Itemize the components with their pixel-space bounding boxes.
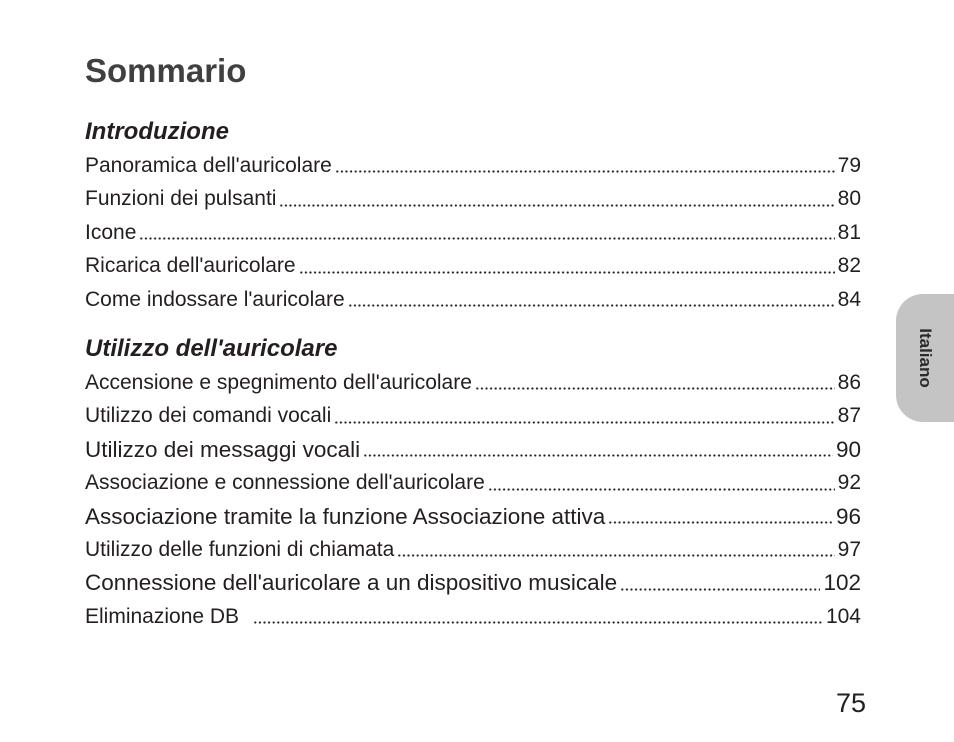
toc-entry-label: Utilizzo delle funzioni di chiamata bbox=[85, 537, 395, 561]
toc-entry-page: 97 bbox=[837, 537, 861, 561]
toc-entry-label: Funzioni dei pulsanti bbox=[85, 187, 277, 211]
language-tab-label: Italiano bbox=[916, 328, 935, 388]
toc-section-utilizzo bbox=[85, 332, 861, 633]
toc-entry-page: 104 bbox=[825, 604, 861, 628]
toc-entry bbox=[85, 399, 861, 432]
toc-entry bbox=[85, 249, 861, 282]
toc-entry-label: Come indossare l'auricolare bbox=[85, 287, 345, 311]
toc-entry-label: Ricarica dell'auricolare bbox=[85, 254, 296, 278]
toc-entry-page: 80 bbox=[837, 187, 861, 211]
toc-entry-page: 90 bbox=[835, 436, 861, 462]
page-title: Sommario bbox=[85, 52, 247, 89]
leader-dots bbox=[348, 304, 835, 307]
toc-entry-page: 87 bbox=[837, 404, 861, 428]
toc-entry-page: 81 bbox=[837, 220, 861, 244]
toc-entry-page: 86 bbox=[837, 371, 861, 394]
toc-entry bbox=[85, 533, 861, 566]
leader-dots bbox=[253, 621, 823, 624]
toc-entry-page: 102 bbox=[823, 570, 861, 596]
toc-entry-page: 92 bbox=[837, 471, 861, 495]
toc-entry-label: Eliminazione DB bbox=[85, 604, 240, 628]
leader-dots bbox=[279, 204, 834, 207]
toc-entry-page: 82 bbox=[837, 254, 861, 278]
toc-entry bbox=[85, 149, 861, 182]
leader-dots bbox=[488, 488, 835, 491]
toc-entry bbox=[85, 182, 861, 215]
language-tab bbox=[896, 294, 954, 422]
toc-entry bbox=[85, 566, 861, 599]
toc-entry-page: 79 bbox=[837, 154, 861, 177]
page-number: 75 bbox=[836, 688, 867, 718]
toc-entry-label: Icone bbox=[85, 220, 137, 244]
leader-dots bbox=[620, 588, 820, 591]
toc-entry-label: Associazione tramite la funzione Associazione attiva bbox=[85, 503, 606, 529]
toc-entry-label: Utilizzo dei messaggi vocali bbox=[85, 436, 361, 462]
leader-dots bbox=[299, 271, 835, 274]
section-heading: Introduzione bbox=[85, 118, 229, 145]
leader-dots bbox=[334, 421, 834, 424]
toc-entry bbox=[85, 366, 861, 399]
toc-entry-label: Associazione e connessione dell'auricolare bbox=[85, 471, 485, 495]
toc-entry-label: Utilizzo dei comandi vocali bbox=[85, 404, 332, 428]
leader-dots bbox=[475, 387, 835, 390]
toc-section-introduzione bbox=[85, 115, 861, 316]
leader-dots bbox=[139, 237, 834, 240]
toc-entry-label: Accensione e spegnimento dell'auricolare bbox=[85, 371, 472, 394]
toc-entry-label: Connessione dell'auricolare a un dispositivo musicale bbox=[85, 570, 618, 596]
toc-entry-label: Panoramica dell'auricolare bbox=[85, 154, 332, 177]
leader-dots bbox=[363, 454, 833, 457]
leader-dots bbox=[397, 554, 834, 557]
leader-dots bbox=[608, 521, 833, 524]
toc-entry bbox=[85, 433, 861, 466]
toc-entry bbox=[85, 466, 861, 499]
toc-entry bbox=[85, 216, 861, 249]
toc-entry bbox=[85, 283, 861, 316]
leader-dots bbox=[335, 170, 835, 173]
toc-entry bbox=[85, 500, 861, 533]
toc-entry-page: 84 bbox=[837, 287, 861, 311]
section-heading: Utilizzo dell'auricolare bbox=[85, 335, 338, 362]
toc-entry-page: 96 bbox=[835, 503, 861, 529]
toc-entry bbox=[85, 600, 861, 633]
